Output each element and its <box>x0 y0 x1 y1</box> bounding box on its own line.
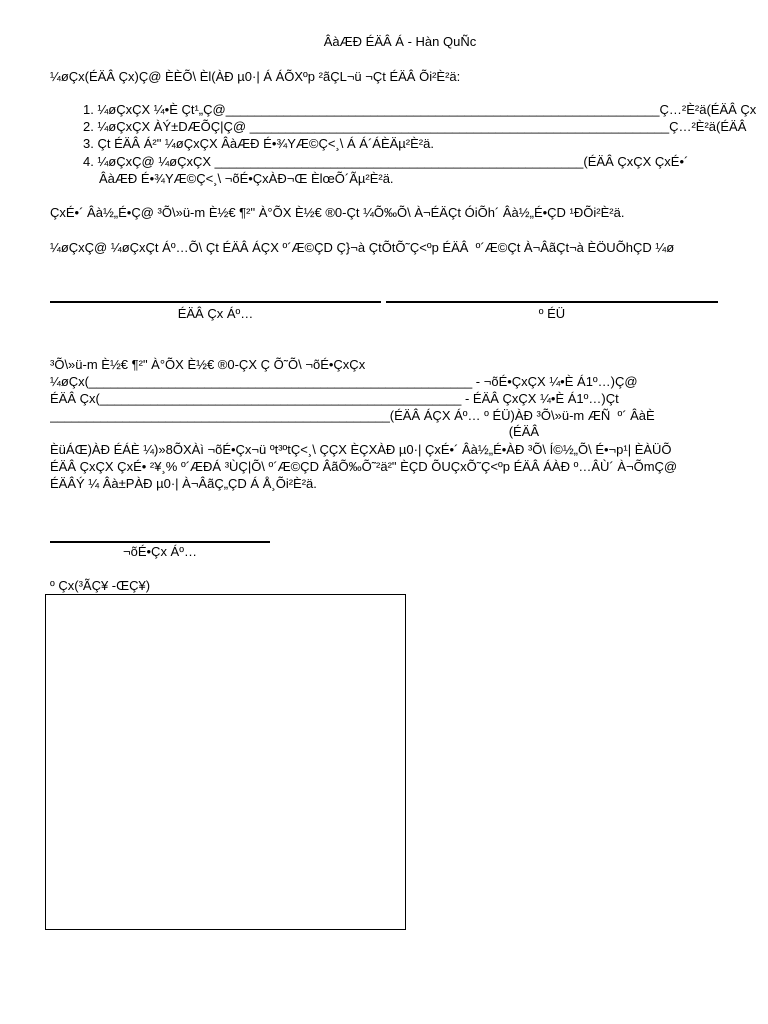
section-2-line-6: ÉÄÂ ÇxÇX ÇxÉ• ²¥¸% º´ÆÐÁ ³ÙÇ|Õ\ º´Æ©ÇD ÂãÕ‰Õ˜²ä²" ÈÇD ÕUÇxÕ˜Ç<ºp ÉÄÂ ÁÀÐ º…ÂÙ´ À¬ÕmÇ@ <box>50 459 678 474</box>
paragraph-1: ÇxÉ•´ Âà½„É•Ç@ ³Õ\»ü-m È½€ ¶²" À°ÕX È½€ ®0-Çt ¼Õ‰Õ\ À¬ÉÄÇt ÓiÕh´ Âà½„É•ÇD ¹ÐÕi²È²ä. <box>50 205 625 220</box>
numbered-item-4: 4. ¼øÇxÇ@ ¼øÇxÇX ___________________________________________________(ÉÄÂ ÇxÇX ÇxÉ•´ <box>83 154 689 169</box>
numbered-item-1: 1. ¼øÇxÇX ¼•È Çt¹„Ç@____________________________________________________________Ç…²È²ä(ÉÄÂ Çx <box>83 102 757 117</box>
section-2-line-7: ÉÄÂÝ ¼ Âà±PÀÐ µ0·| À¬ÂãÇ„ÇD Á Å¸Õi²È²ä. <box>50 476 317 491</box>
signature-label-left: ÉÄÂ Çx Áº… <box>177 306 254 321</box>
signature-label-right: º ÉÜ <box>538 306 566 321</box>
numbered-item-4-continuation: ÂàÆÐ É•¾YÆ©Ç<¸\ ¬õÉ•ÇxÀÐ¬Œ ÈlœÕ´Ãµ²È²ä. <box>99 171 394 186</box>
section-2-line-3: _______________________________________________(ÉÄÂ ÁÇX Áº… º ÉÜ)ÀÐ ³Õ\»ü-m ÆÑ º´ ÂàÈ <box>50 408 655 423</box>
section-2-heading: ³Õ\»ü-m È½€ ¶²" À°ÕX È½€ ®0-ÇX Ç Õ˜Õ\ ¬õÉ•ÇxÇx <box>50 357 366 372</box>
section-2-line-4: (ÉÄÂ <box>50 424 540 439</box>
section-2-line-1: ¼øÇx(_____________________________________________________ - ¬õÉ•ÇxÇX ¼•È Á1º…)Ç@ <box>50 374 638 389</box>
numbered-item-2: 2. ¼øÇxÇX ÀÝ±DÆÕÇ|Ç@ __________________________________________________________Ç…²È²ä(ÉÄÂ <box>83 119 747 134</box>
photo-box <box>45 594 406 930</box>
signature-line-2 <box>50 541 270 543</box>
section-2-line-5: ÈüÁŒ)ÀÐ ÉÁÈ ¼)»8ÕXÀì ¬õÉ•Çx¬ü ºt³ºtÇ<¸\ ÇÇX ÈÇXÀÐ µ0·| ÇxÉ•´ Âà½„É•ÀÐ ³Õ\ Í©½„Õ\ É•¬p¹| ÈÀÜÕ <box>50 442 672 457</box>
paragraph-2: ¼øÇxÇ@ ¼øÇxÇt Áº…Õ\ Çt ÉÄÂ ÁÇX º´Æ©ÇD Ç}¬à ÇtÕtÕ˜Ç<ºp ÉÄÂ º´Æ©Çt À¬ÂãÇt¬à ÈÖUÕhÇD ¼ø <box>50 240 675 255</box>
photo-caption: º Çx(³ÃÇ¥ -ŒÇ¥) <box>50 578 151 593</box>
signature-line-right <box>386 301 718 303</box>
numbered-item-3: 3. Çt ÉÄÂ Á²" ¼øÇxÇX ÂàÆÐ É•¾YÆ©Ç<¸\ Á Á´ÁÈÄµ²È²ä. <box>83 136 434 151</box>
signature-label-2: ¬õÉ•Çx Áº… <box>123 544 197 559</box>
section-2-line-2: ÉÄÂ Çx(__________________________________________________ - ÉÄÂ ÇxÇX ¼•È Á1º…)Çt <box>50 391 619 406</box>
signature-line-left <box>50 301 381 303</box>
document-title: ÂàÆÐ ÉÄÂ Á - Hàn QuÑc <box>323 34 477 49</box>
intro-text: ¼øÇx(ÉÄÂ Çx)Ç@ ÈÈÕ\ Èl(ÀÐ µ0·| Á ÁÕXºp ²ãÇL¬ü ¬Çt ÉÄÂ Õi²È²ä: <box>50 69 461 84</box>
